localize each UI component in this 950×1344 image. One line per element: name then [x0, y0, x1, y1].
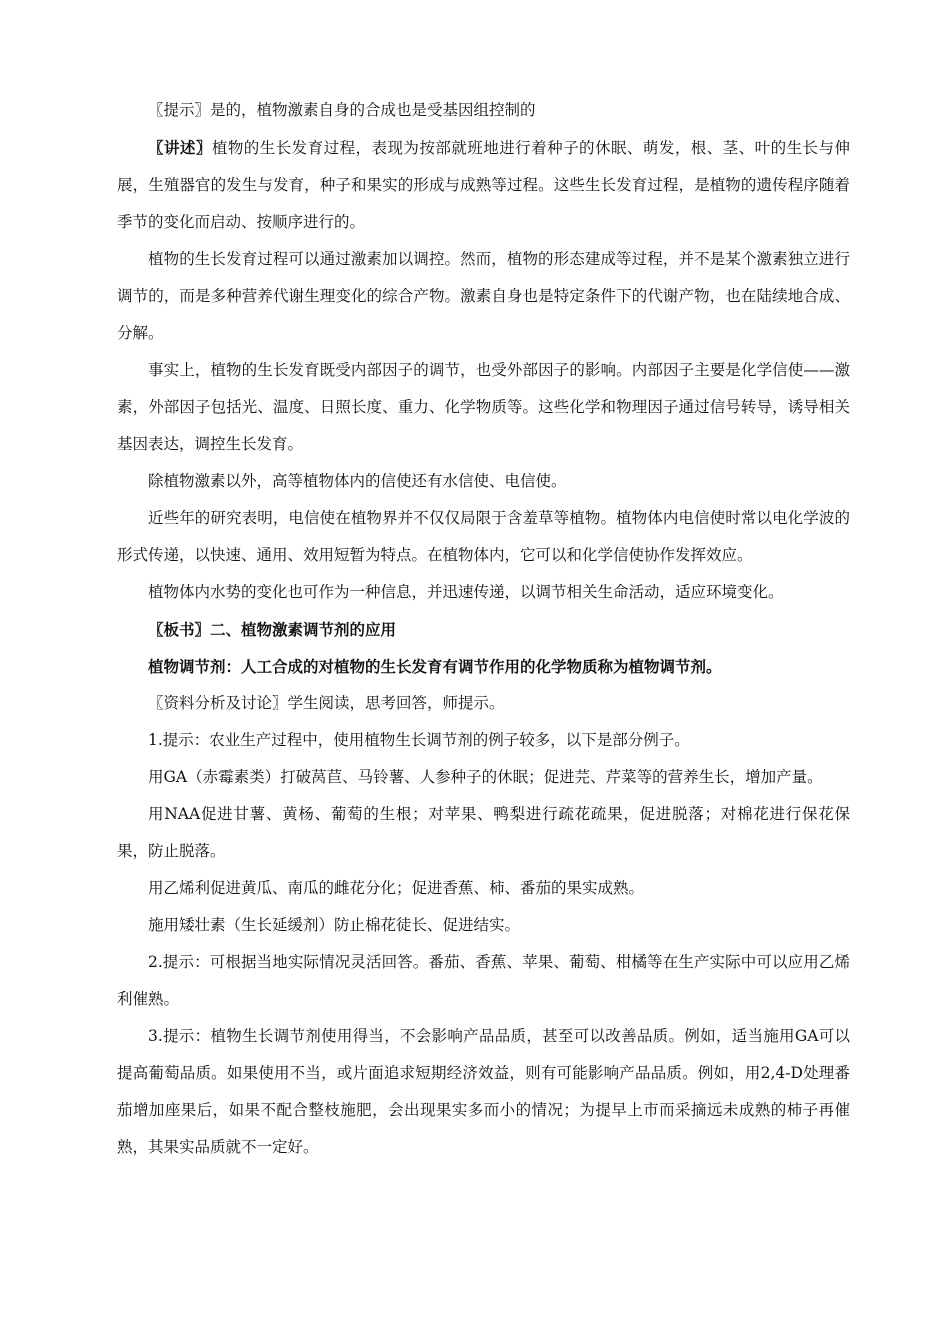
section-heading: 〖板书〗二、植物激素调节剂的应用 — [148, 620, 397, 639]
paragraph: 用GA（赤霉素类）打破莴苣、马铃薯、人参种子的休眠；促进芫、芹菜等的营养生长，增加产量。 — [148, 768, 823, 786]
paragraph: 除植物激素以外，高等植物体内的信使还有水信使、电信使。 — [148, 472, 567, 490]
paragraph: 近些年的研究表明，电信使在植物界并不仅仅局限于含羞草等植物。植物体内电信使时常以电化学波的形式传递，以快速、通用、效用短暂为特点。在植物体内，它可以和化学信使协作发挥效应。 — [117, 509, 850, 564]
definition: 植物调节剂：人工合成的对植物的生长发育有调节作用的化学物质称为植物调节剂。 — [148, 657, 722, 676]
paragraph: 植物体内水势的变化也可作为一种信息，并迅速传递，以调节相关生命活动，适应环境变化。 — [148, 583, 784, 601]
paragraph: 1.提示：农业生产过程中，使用植物生长调节剂的例子较多，以下是部分例子。 — [148, 731, 690, 749]
paragraph: 事实上，植物的生长发育既受内部因子的调节，也受外部因子的影响。内部因子主要是化学信使——激素，外部因子包括光、温度、日照长度、重力、化学物质等。这些化学和物理因子通过信号转导，诱导相关基因表达，调控生长发育。 — [117, 361, 850, 453]
paragraph: 〖资料分析及讨论〗学生阅读，思考回答，师提示。 — [148, 694, 505, 712]
paragraph: 2.提示：可根据当地实际情况灵活回答。番茄、香蕉、苹果、葡萄、柑橘等在生产实际中可以应用乙烯利催熟。 — [117, 953, 850, 1008]
paragraph-lecture: 〖讲述〗植物的生长发育过程，表现为按部就班地进行着种子的休眠、萌发，根、茎、叶的生长与伸展，生殖器官的发生与发育，种子和果实的形成与成熟等过程。这些生长发育过程，是植物的遗传程序随着季节的变化而启动、按顺序进行的。 — [117, 138, 850, 231]
paragraph: 用NAA促进甘薯、黄杨、葡萄的生根；对苹果、鸭梨进行疏花疏果，促进脱落；对棉花进行保花保果，防止脱落。 — [117, 805, 850, 860]
lecture-label: 〖讲述〗 — [148, 138, 212, 157]
paragraph: 植物的生长发育过程可以通过激素加以调控。然而，植物的形态建成等过程，并不是某个激素独立进行调节的，而是多种营养代谢生理变化的综合产物。激素自身也是特定条件下的代谢产物，也在陆续地合成、分解。 — [117, 250, 850, 342]
paragraph: 3.提示：植物生长调节剂使用得当，不会影响产品品质，甚至可以改善品质。例如，适当施用GA可以提高葡萄品质。如果使用不当，或片面追求短期经济效益，则有可能影响产品品质。例如，用2,4-D处理番茄增加座果后，如果不配合整枝施肥，会出现果实多而小的情况；为提早上市而采摘远未成熟的柿子再催熟，其果实品质就不一定好。 — [117, 1027, 850, 1156]
paragraph: 用乙烯利促进黄瓜、南瓜的雌花分化；促进香蕉、柿、番茄的果实成熟。 — [148, 879, 645, 897]
paragraph-hint: 〖提示〗是的，植物激素自身的合成也是受基因组控制的 — [148, 101, 536, 119]
paragraph: 施用矮壮素（生长延缓剂）防止棉花徒长、促进结实。 — [148, 916, 521, 934]
